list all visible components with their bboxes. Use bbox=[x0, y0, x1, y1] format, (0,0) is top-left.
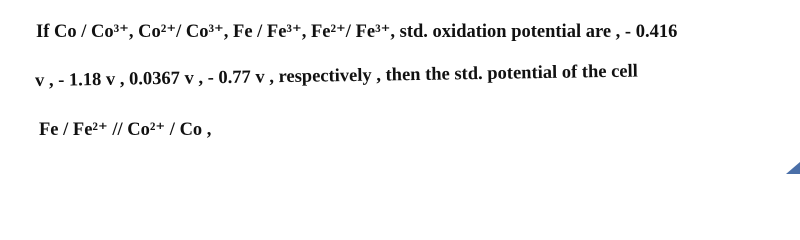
question-line-1: If Co / Co³⁺, Co²⁺/ Co³⁺, Fe / Fe³⁺, Fe²⁺/ Fe³⁺, std. oxidation potential are , - 0.416 bbox=[36, 22, 678, 42]
question-line-2: v , - 1.18 v , 0.0367 v , - 0.77 v , respectively , then the std. potential of the cell bbox=[34, 61, 638, 91]
question-line-3: Fe / Fe²⁺ // Co²⁺ / Co , bbox=[39, 120, 212, 140]
corner-mark-icon bbox=[786, 162, 800, 174]
